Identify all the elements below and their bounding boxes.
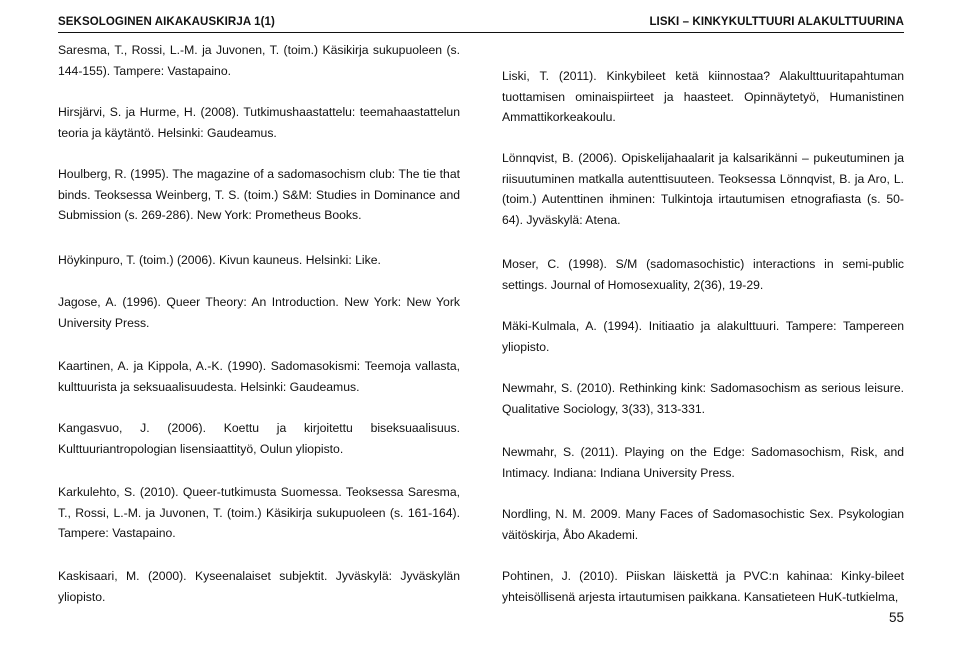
reference-entry: Moser, C. (1998). S/M (sadomasochistic) interactions in semi-public settings. Journal of Homosexuality, 2(36), 19-29. xyxy=(502,257,904,292)
reference-entry: Newmahr, S. (2010). Rethinking kink: Sadomasochism as serious leisure. Qualitative Sociology, 3(33), 313-331. xyxy=(502,381,904,416)
page-number: 55 xyxy=(888,610,904,625)
reference-entry: Nordling, N. M. 2009. Many Faces of Sadomasochistic Sex. Psykologian väitöskirja, Åbo Akademi. xyxy=(502,507,904,542)
reference-entry: Kangasvuo, J. (2006). Koettu ja kirjoitettu biseksuaalisuus. Kulttuuriantropologian lisensiaattityö, Oulun yliopisto. xyxy=(58,421,460,456)
reference-entry: Liski, T. (2011). Kinkybileet ketä kiinnostaa? Alakulttuuritapahtuman tuottamisen ominaispiirteet ja haasteet. Opinnäytetyö, Humanistinen Ammattikorkeakoulu. xyxy=(502,69,904,124)
reference-entry: Saresma, T., Rossi, L.-M. ja Juvonen, T. (toim.) Käsikirja sukupuoleen (s. 144-155). Tampere: Vastapaino. xyxy=(58,43,460,78)
reference-entry: Karkulehto, S. (2010). Queer-tutkimusta Suomessa. Teoksessa Saresma, T., Rossi, L.-M. ja Juvonen, T. (toim.) Käsikirja sukupuoleen (s. 161-164). Tampere: Vastapaino. xyxy=(58,485,460,540)
running-header xyxy=(58,12,904,32)
reference-entry: Kaskisaari, M. (2000). Kyseenalaiset subjektit. Jyväskylä: Jyväskylän yliopisto. xyxy=(58,569,460,604)
reference-entry: Mäki-Kulmala, A. (1994). Initiaatio ja alakulttuuri. Tampere: Tampereen yliopisto. xyxy=(502,319,904,354)
reference-entry: Höykinpuro, T. (toim.) (2006). Kivun kauneus. Helsinki: Like. xyxy=(58,253,381,267)
reference-entry: Lönnqvist, B. (2006). Opiskelijahaalarit ja kalsarikänni – pukeutuminen ja riisuutuminen matkalla autenttisuuteen. Teoksessa Lönnqvist, B. ja Aro, L. (toim.) Autenttinen ihminen: Tulkintoja irtautumisen etnografiasta (s. 50-64). Jyväskylä: Atena. xyxy=(502,151,904,227)
reference-entry: Jagose, A. (1996). Queer Theory: An Introduction. New York: New York University Press. xyxy=(58,295,460,330)
article-short-title: LISKI – KINKYKULTTUURI ALAKULTTUURINA xyxy=(649,16,904,28)
reference-entry: Hirsjärvi, S. ja Hurme, H. (2008). Tutkimushaastattelu: teemahaastattelun teoria ja käytäntö. Helsinki: Gaudeamus. xyxy=(58,105,460,140)
journal-title: SEKSOLOGINEN AIKAKAUSKIRJA 1(1) xyxy=(58,16,275,28)
reference-entry: Houlberg, R. (1995). The magazine of a sadomasochism club: The tie that binds. Teoksessa Weinberg, T. S. (toim.) S&M: Studies in Dominance and Submission (s. 269-286). New York: Prometheus Books. xyxy=(58,167,460,222)
header-rule xyxy=(58,32,904,33)
reference-entry: Kaartinen, A. ja Kippola, A.-K. (1990). Sadomasokismi: Teemoja vallasta, kulttuurista ja seksuaalisuudesta. Helsinki: Gaudeamus. xyxy=(58,359,460,394)
reference-entry: Pohtinen, J. (2010). Piiskan läiskettä ja PVC:n kahinaa: Kinky-bileet yhteisöllisenä arjesta irtautumisen paikkana. Kansatieteen HuK-tutkielma, xyxy=(502,569,904,604)
reference-entry: Newmahr, S. (2011). Playing on the Edge: Sadomasochism, Risk, and Intimacy. Indiana: Indiana University Press. xyxy=(502,445,904,480)
